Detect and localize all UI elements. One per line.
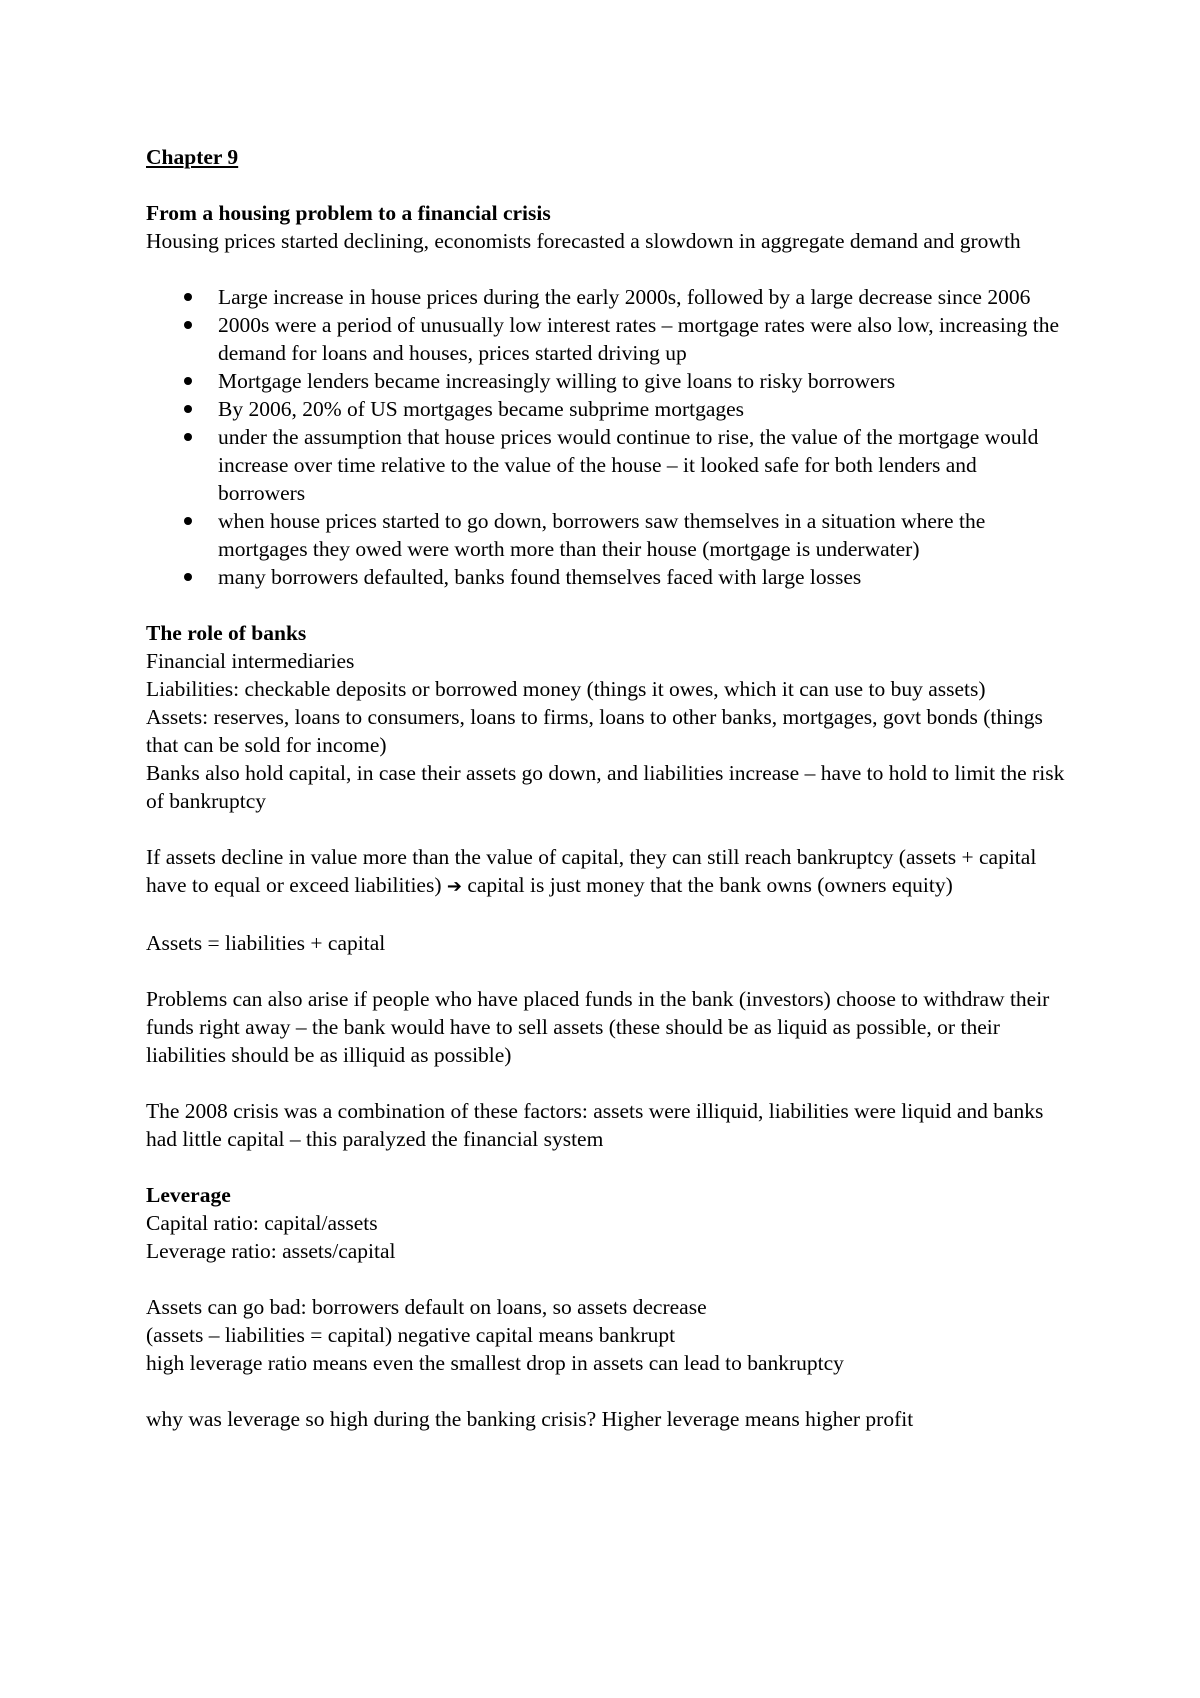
paragraph-line: Financial intermediaries [146,649,355,673]
arrow-right-icon: ➔ [446,876,462,897]
section-heading-banks: The role of banks [146,621,307,645]
leverage-ratio-line: Leverage ratio: assets/capital [146,1239,396,1263]
list-item-text: Mortgage lenders became increasingly willing to give loans to risky borrowers [218,369,896,393]
bullet-icon [184,517,192,525]
list-item [146,563,1066,591]
paragraph-withdraw: Problems can also arise if people who have placed funds in the bank (investors) choose to withdraw their funds right away – the bank would have to sell assets (these should be as liquid as possible, or their liabilities should be as illiquid as possible) [146,987,1050,1067]
bullet-icon [184,321,192,329]
capital-ratio-line: Capital ratio: capital/assets [146,1211,378,1235]
section-heading-leverage: Leverage [146,1183,231,1207]
list-item-text: many borrowers defaulted, banks found themselves faced with large losses [218,565,862,589]
section-heading-housing: From a housing problem to a financial crisis [146,201,551,225]
paragraph-line: Assets can go bad: borrowers default on loans, so assets decrease [146,1295,707,1319]
paragraph-line: Assets: reserves, loans to consumers, loans to firms, loans to other banks, mortgages, govt bonds (things that can be sold for income) [146,705,1043,757]
paragraph-line: high leverage ratio means even the smallest drop in assets can lead to bankruptcy [146,1351,844,1375]
list-item [146,283,1066,311]
spacer [146,255,1066,283]
spacer [146,1069,1066,1097]
list-item-text: Large increase in house prices during the early 2000s, followed by a large decrease since 2006 [218,285,1031,309]
spacer [146,1377,1066,1405]
list-item-text: By 2006, 20% of US mortgages became subprime mortgages [218,397,745,421]
spacer [146,171,1066,199]
bullet-icon [184,293,192,301]
bullet-icon [184,433,192,441]
paragraph-2008: The 2008 crisis was a combination of these factors: assets were illiquid, liabilities were liquid and banks had little capital – this paralyzed the financial system [146,1099,1044,1151]
spacer [146,901,1066,929]
bullet-icon [184,405,192,413]
list-item [146,367,1066,395]
chapter-title: Chapter 9 [146,145,239,169]
list-item [146,507,1066,563]
list-item-text: when house prices started to go down, borrowers saw themselves in a situation where the mortgages they owed were worth more than their house (mortgage is underwater) [218,509,986,561]
spacer [146,815,1066,843]
list-item-text: under the assumption that house prices would continue to rise, the value of the mortgage would increase over time relative to the value of the house – it looked safe for both lenders and borrowers [218,425,1039,505]
list-item [146,423,1066,507]
paragraph-capital-before: If assets decline in value more than the value of capital, they can still reach bankruptcy (assets + capital have to equal or exceed liabilities) [146,845,1037,897]
paragraph-line: Liabilities: checkable deposits or borrowed money (things it owes, which it can use to buy assets) [146,677,986,701]
spacer [146,957,1066,985]
paragraph-capital-after: capital is just money that the bank owns (owners equity) [467,873,953,897]
paragraph-line: Banks also hold capital, in case their assets go down, and liabilities increase – have to hold to limit the risk of bankruptcy [146,761,1065,813]
document-page [146,143,1066,1433]
paragraph-line: (assets – liabilities = capital) negative capital means bankrupt [146,1323,676,1347]
paragraph-capital [146,843,1066,901]
section-intro-housing: Housing prices started declining, economists forecasted a slowdown in aggregate demand and growth [146,229,1021,253]
list-item [146,395,1066,423]
question-line: why was leverage so high during the banking crisis? Higher leverage means higher profit [146,1407,914,1431]
list-item-text: 2000s were a period of unusually low interest rates – mortgage rates were also low, increasing the demand for loans and houses, prices started driving up [218,313,1060,365]
spacer [146,591,1066,619]
spacer [146,1153,1066,1181]
bullet-icon [184,573,192,581]
spacer [146,1265,1066,1293]
list-item [146,311,1066,367]
bullet-icon [184,377,192,385]
bullet-list-housing [146,283,1066,591]
equation-line: Assets = liabilities + capital [146,931,386,955]
